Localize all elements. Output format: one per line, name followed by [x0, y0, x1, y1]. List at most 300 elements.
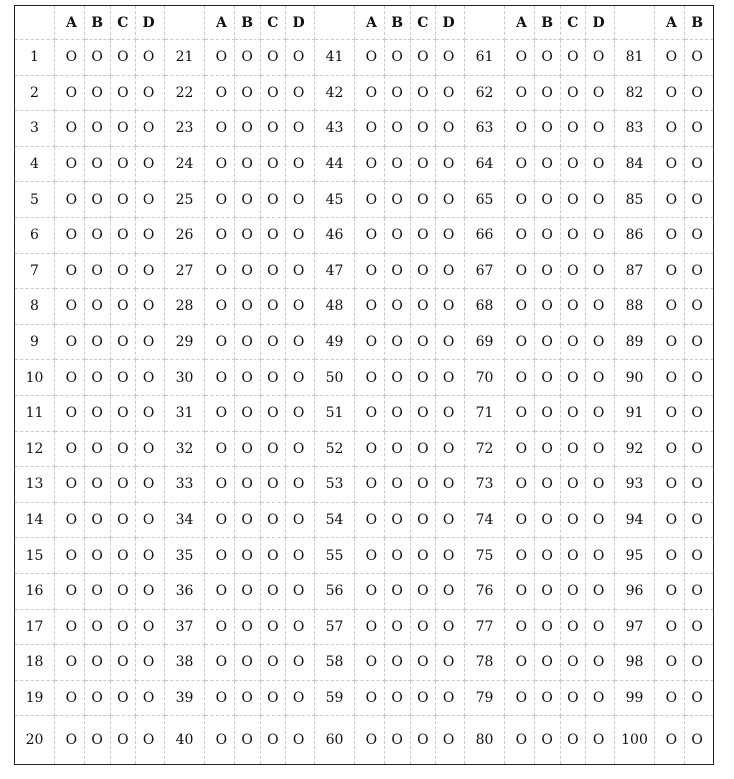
answer-bubble-24-c[interactable]: O [267, 156, 279, 173]
answer-bubble-12-c[interactable]: O [117, 440, 129, 457]
answer-bubble-37-a[interactable]: O [215, 618, 228, 635]
answer-bubble-69-b[interactable]: O [541, 334, 553, 351]
answer-bubble-2-c[interactable]: O [117, 84, 129, 101]
answer-bubble-47-c[interactable]: O [417, 262, 429, 279]
answer-bubble-33-a[interactable]: O [215, 476, 228, 493]
answer-bubble-47-b[interactable]: O [391, 262, 403, 279]
answer-bubble-61-a[interactable]: O [515, 49, 528, 66]
answer-bubble-66-c[interactable]: O [567, 227, 579, 244]
answer-bubble-16-a[interactable]: O [65, 583, 78, 600]
answer-bubble-76-d[interactable]: O [592, 583, 605, 600]
answer-bubble-56-b[interactable]: O [391, 583, 403, 600]
answer-bubble-53-c[interactable]: O [417, 476, 429, 493]
answer-bubble-9-d[interactable]: O [142, 334, 155, 351]
answer-bubble-92-a[interactable]: O [665, 440, 678, 457]
answer-bubble-78-b[interactable]: O [541, 654, 553, 671]
answer-bubble-58-c[interactable]: O [417, 654, 429, 671]
answer-bubble-4-b[interactable]: O [91, 156, 103, 173]
answer-bubble-15-a[interactable]: O [65, 547, 78, 564]
answer-bubble-98-b[interactable]: O [691, 654, 703, 671]
answer-bubble-31-c[interactable]: O [267, 405, 279, 422]
answer-bubble-43-b[interactable]: O [391, 120, 403, 137]
answer-bubble-17-d[interactable]: O [142, 618, 155, 635]
answer-bubble-64-b[interactable]: O [541, 156, 553, 173]
answer-bubble-8-b[interactable]: O [91, 298, 103, 315]
answer-bubble-7-c[interactable]: O [117, 262, 129, 279]
answer-bubble-38-d[interactable]: O [292, 654, 305, 671]
answer-bubble-44-b[interactable]: O [391, 156, 403, 173]
answer-bubble-17-a[interactable]: O [65, 618, 78, 635]
answer-bubble-66-d[interactable]: O [592, 227, 605, 244]
answer-bubble-27-c[interactable]: O [267, 262, 279, 279]
answer-bubble-51-d[interactable]: O [442, 405, 455, 422]
answer-bubble-38-a[interactable]: O [215, 654, 228, 671]
answer-bubble-78-d[interactable]: O [592, 654, 605, 671]
answer-bubble-65-c[interactable]: O [567, 191, 579, 208]
answer-bubble-22-a[interactable]: O [215, 84, 228, 101]
answer-bubble-91-a[interactable]: O [665, 405, 678, 422]
answer-bubble-72-c[interactable]: O [567, 440, 579, 457]
answer-bubble-3-c[interactable]: O [117, 120, 129, 137]
answer-bubble-29-b[interactable]: O [241, 334, 253, 351]
answer-bubble-2-d[interactable]: O [142, 84, 155, 101]
answer-bubble-3-b[interactable]: O [91, 120, 103, 137]
answer-bubble-85-a[interactable]: O [665, 191, 678, 208]
answer-bubble-96-a[interactable]: O [665, 583, 678, 600]
answer-bubble-57-c[interactable]: O [417, 618, 429, 635]
answer-bubble-84-a[interactable]: O [665, 156, 678, 173]
answer-bubble-9-c[interactable]: O [117, 334, 129, 351]
answer-bubble-51-c[interactable]: O [417, 405, 429, 422]
answer-bubble-23-b[interactable]: O [241, 120, 253, 137]
answer-bubble-79-d[interactable]: O [592, 689, 605, 706]
answer-bubble-10-c[interactable]: O [117, 369, 129, 386]
answer-bubble-15-b[interactable]: O [91, 547, 103, 564]
answer-bubble-68-b[interactable]: O [541, 298, 553, 315]
answer-bubble-12-a[interactable]: O [65, 440, 78, 457]
answer-bubble-50-c[interactable]: O [417, 369, 429, 386]
answer-bubble-28-a[interactable]: O [215, 298, 228, 315]
answer-bubble-30-d[interactable]: O [292, 369, 305, 386]
answer-bubble-69-c[interactable]: O [567, 334, 579, 351]
answer-bubble-34-a[interactable]: O [215, 512, 228, 529]
answer-bubble-1-b[interactable]: O [91, 49, 103, 66]
answer-bubble-58-d[interactable]: O [442, 654, 455, 671]
answer-bubble-22-c[interactable]: O [267, 84, 279, 101]
answer-bubble-55-a[interactable]: O [365, 547, 378, 564]
answer-bubble-35-d[interactable]: O [292, 547, 305, 564]
answer-bubble-43-a[interactable]: O [365, 120, 378, 137]
answer-bubble-34-c[interactable]: O [267, 512, 279, 529]
answer-bubble-65-a[interactable]: O [515, 191, 528, 208]
answer-bubble-3-d[interactable]: O [142, 120, 155, 137]
answer-bubble-48-c[interactable]: O [417, 298, 429, 315]
answer-bubble-96-b[interactable]: O [691, 583, 703, 600]
answer-bubble-74-c[interactable]: O [567, 512, 579, 529]
answer-bubble-59-d[interactable]: O [442, 689, 455, 706]
answer-bubble-34-b[interactable]: O [241, 512, 253, 529]
answer-bubble-5-a[interactable]: O [65, 191, 78, 208]
answer-bubble-19-d[interactable]: O [142, 689, 155, 706]
answer-bubble-38-b[interactable]: O [241, 654, 253, 671]
answer-bubble-1-a[interactable]: O [65, 49, 78, 66]
answer-bubble-61-c[interactable]: O [567, 49, 579, 66]
answer-bubble-98-a[interactable]: O [665, 654, 678, 671]
answer-bubble-48-b[interactable]: O [391, 298, 403, 315]
answer-bubble-50-a[interactable]: O [365, 369, 378, 386]
answer-bubble-75-a[interactable]: O [515, 547, 528, 564]
answer-bubble-49-d[interactable]: O [442, 334, 455, 351]
answer-bubble-25-a[interactable]: O [215, 191, 228, 208]
answer-bubble-63-b[interactable]: O [541, 120, 553, 137]
answer-bubble-11-b[interactable]: O [91, 405, 103, 422]
answer-bubble-11-c[interactable]: O [117, 405, 129, 422]
answer-bubble-44-a[interactable]: O [365, 156, 378, 173]
answer-bubble-4-a[interactable]: O [65, 156, 78, 173]
answer-bubble-100-b[interactable]: O [691, 732, 703, 749]
answer-bubble-19-c[interactable]: O [117, 689, 129, 706]
answer-bubble-67-b[interactable]: O [541, 262, 553, 279]
answer-bubble-45-d[interactable]: O [442, 191, 455, 208]
answer-bubble-85-b[interactable]: O [691, 191, 703, 208]
answer-bubble-33-c[interactable]: O [267, 476, 279, 493]
answer-bubble-41-d[interactable]: O [442, 49, 455, 66]
answer-bubble-93-b[interactable]: O [691, 476, 703, 493]
answer-bubble-56-c[interactable]: O [417, 583, 429, 600]
answer-bubble-43-d[interactable]: O [442, 120, 455, 137]
answer-bubble-31-b[interactable]: O [241, 405, 253, 422]
answer-bubble-33-d[interactable]: O [292, 476, 305, 493]
answer-bubble-54-d[interactable]: O [442, 512, 455, 529]
answer-bubble-70-d[interactable]: O [592, 369, 605, 386]
answer-bubble-60-a[interactable]: O [365, 732, 378, 749]
answer-bubble-47-d[interactable]: O [442, 262, 455, 279]
answer-bubble-39-c[interactable]: O [267, 689, 279, 706]
answer-bubble-88-a[interactable]: O [665, 298, 678, 315]
answer-bubble-53-d[interactable]: O [442, 476, 455, 493]
answer-bubble-4-c[interactable]: O [117, 156, 129, 173]
answer-bubble-63-d[interactable]: O [592, 120, 605, 137]
answer-bubble-36-c[interactable]: O [267, 583, 279, 600]
answer-bubble-70-b[interactable]: O [541, 369, 553, 386]
answer-bubble-61-b[interactable]: O [541, 49, 553, 66]
answer-bubble-69-a[interactable]: O [515, 334, 528, 351]
answer-bubble-95-a[interactable]: O [665, 547, 678, 564]
answer-bubble-19-b[interactable]: O [91, 689, 103, 706]
answer-bubble-60-c[interactable]: O [417, 732, 429, 749]
answer-bubble-91-b[interactable]: O [691, 405, 703, 422]
answer-bubble-50-d[interactable]: O [442, 369, 455, 386]
answer-bubble-10-d[interactable]: O [142, 369, 155, 386]
answer-bubble-5-b[interactable]: O [91, 191, 103, 208]
answer-bubble-17-b[interactable]: O [91, 618, 103, 635]
answer-bubble-34-d[interactable]: O [292, 512, 305, 529]
answer-bubble-13-d[interactable]: O [142, 476, 155, 493]
answer-bubble-28-d[interactable]: O [292, 298, 305, 315]
answer-bubble-7-b[interactable]: O [91, 262, 103, 279]
answer-bubble-14-a[interactable]: O [65, 512, 78, 529]
answer-bubble-40-a[interactable]: O [215, 732, 228, 749]
answer-bubble-3-a[interactable]: O [65, 120, 78, 137]
answer-bubble-86-a[interactable]: O [665, 227, 678, 244]
answer-bubble-79-b[interactable]: O [541, 689, 553, 706]
answer-bubble-21-c[interactable]: O [267, 49, 279, 66]
answer-bubble-9-b[interactable]: O [91, 334, 103, 351]
answer-bubble-23-c[interactable]: O [267, 120, 279, 137]
answer-bubble-64-c[interactable]: O [567, 156, 579, 173]
answer-bubble-42-c[interactable]: O [417, 84, 429, 101]
answer-bubble-26-a[interactable]: O [215, 227, 228, 244]
answer-bubble-6-a[interactable]: O [65, 227, 78, 244]
answer-bubble-7-d[interactable]: O [142, 262, 155, 279]
answer-bubble-64-d[interactable]: O [592, 156, 605, 173]
answer-bubble-38-c[interactable]: O [267, 654, 279, 671]
answer-bubble-62-b[interactable]: O [541, 84, 553, 101]
answer-bubble-75-c[interactable]: O [567, 547, 579, 564]
answer-bubble-29-d[interactable]: O [292, 334, 305, 351]
answer-bubble-39-a[interactable]: O [215, 689, 228, 706]
answer-bubble-54-b[interactable]: O [391, 512, 403, 529]
answer-bubble-81-b[interactable]: O [691, 49, 703, 66]
answer-bubble-80-d[interactable]: O [592, 732, 605, 749]
answer-bubble-44-c[interactable]: O [417, 156, 429, 173]
answer-bubble-16-d[interactable]: O [142, 583, 155, 600]
answer-bubble-76-a[interactable]: O [515, 583, 528, 600]
answer-bubble-95-b[interactable]: O [691, 547, 703, 564]
answer-bubble-49-c[interactable]: O [417, 334, 429, 351]
answer-bubble-10-b[interactable]: O [91, 369, 103, 386]
answer-bubble-87-a[interactable]: O [665, 262, 678, 279]
answer-bubble-17-c[interactable]: O [117, 618, 129, 635]
answer-bubble-72-b[interactable]: O [541, 440, 553, 457]
answer-bubble-63-a[interactable]: O [515, 120, 528, 137]
answer-bubble-32-b[interactable]: O [241, 440, 253, 457]
answer-bubble-21-a[interactable]: O [215, 49, 228, 66]
answer-bubble-88-b[interactable]: O [691, 298, 703, 315]
answer-bubble-45-c[interactable]: O [417, 191, 429, 208]
answer-bubble-67-c[interactable]: O [567, 262, 579, 279]
answer-bubble-39-b[interactable]: O [241, 689, 253, 706]
answer-bubble-81-a[interactable]: O [665, 49, 678, 66]
answer-bubble-93-a[interactable]: O [665, 476, 678, 493]
answer-bubble-59-a[interactable]: O [365, 689, 378, 706]
answer-bubble-70-a[interactable]: O [515, 369, 528, 386]
answer-bubble-53-a[interactable]: O [365, 476, 378, 493]
answer-bubble-60-d[interactable]: O [442, 732, 455, 749]
answer-bubble-14-b[interactable]: O [91, 512, 103, 529]
answer-bubble-42-b[interactable]: O [391, 84, 403, 101]
answer-bubble-19-a[interactable]: O [65, 689, 78, 706]
answer-bubble-32-c[interactable]: O [267, 440, 279, 457]
answer-bubble-16-c[interactable]: O [117, 583, 129, 600]
answer-bubble-62-c[interactable]: O [567, 84, 579, 101]
answer-bubble-89-b[interactable]: O [691, 334, 703, 351]
answer-bubble-72-a[interactable]: O [515, 440, 528, 457]
answer-bubble-11-a[interactable]: O [65, 405, 78, 422]
answer-bubble-92-b[interactable]: O [691, 440, 703, 457]
answer-bubble-29-a[interactable]: O [215, 334, 228, 351]
answer-bubble-13-c[interactable]: O [117, 476, 129, 493]
answer-bubble-73-a[interactable]: O [515, 476, 528, 493]
answer-bubble-46-a[interactable]: O [365, 227, 378, 244]
answer-bubble-28-c[interactable]: O [267, 298, 279, 315]
answer-bubble-71-b[interactable]: O [541, 405, 553, 422]
answer-bubble-33-b[interactable]: O [241, 476, 253, 493]
answer-bubble-55-d[interactable]: O [442, 547, 455, 564]
answer-bubble-24-a[interactable]: O [215, 156, 228, 173]
answer-bubble-75-b[interactable]: O [541, 547, 553, 564]
answer-bubble-97-b[interactable]: O [691, 618, 703, 635]
answer-bubble-73-c[interactable]: O [567, 476, 579, 493]
answer-bubble-60-b[interactable]: O [391, 732, 403, 749]
answer-bubble-4-d[interactable]: O [142, 156, 155, 173]
answer-bubble-43-c[interactable]: O [417, 120, 429, 137]
answer-bubble-21-d[interactable]: O [292, 49, 305, 66]
answer-bubble-78-a[interactable]: O [515, 654, 528, 671]
answer-bubble-77-c[interactable]: O [567, 618, 579, 635]
answer-bubble-56-d[interactable]: O [442, 583, 455, 600]
answer-bubble-87-b[interactable]: O [691, 262, 703, 279]
answer-bubble-30-a[interactable]: O [215, 369, 228, 386]
answer-bubble-72-d[interactable]: O [592, 440, 605, 457]
answer-bubble-25-b[interactable]: O [241, 191, 253, 208]
answer-bubble-8-d[interactable]: O [142, 298, 155, 315]
answer-bubble-21-b[interactable]: O [241, 49, 253, 66]
answer-bubble-59-b[interactable]: O [391, 689, 403, 706]
answer-bubble-99-a[interactable]: O [665, 689, 678, 706]
answer-bubble-6-b[interactable]: O [91, 227, 103, 244]
answer-bubble-26-d[interactable]: O [292, 227, 305, 244]
answer-bubble-100-a[interactable]: O [665, 732, 678, 749]
answer-bubble-27-b[interactable]: O [241, 262, 253, 279]
answer-bubble-22-b[interactable]: O [241, 84, 253, 101]
answer-bubble-82-b[interactable]: O [691, 84, 703, 101]
answer-bubble-46-b[interactable]: O [391, 227, 403, 244]
answer-bubble-83-b[interactable]: O [691, 120, 703, 137]
answer-bubble-57-a[interactable]: O [365, 618, 378, 635]
answer-bubble-9-a[interactable]: O [65, 334, 78, 351]
answer-bubble-18-d[interactable]: O [142, 654, 155, 671]
answer-bubble-57-b[interactable]: O [391, 618, 403, 635]
answer-bubble-74-a[interactable]: O [515, 512, 528, 529]
answer-bubble-24-b[interactable]: O [241, 156, 253, 173]
answer-bubble-36-d[interactable]: O [292, 583, 305, 600]
answer-bubble-26-b[interactable]: O [241, 227, 253, 244]
answer-bubble-51-b[interactable]: O [391, 405, 403, 422]
answer-bubble-2-a[interactable]: O [65, 84, 78, 101]
answer-bubble-1-d[interactable]: O [142, 49, 155, 66]
answer-bubble-76-c[interactable]: O [567, 583, 579, 600]
answer-bubble-52-c[interactable]: O [417, 440, 429, 457]
answer-bubble-23-a[interactable]: O [215, 120, 228, 137]
answer-bubble-80-a[interactable]: O [515, 732, 528, 749]
answer-bubble-24-d[interactable]: O [292, 156, 305, 173]
answer-bubble-80-c[interactable]: O [567, 732, 579, 749]
answer-bubble-1-c[interactable]: O [117, 49, 129, 66]
answer-bubble-51-a[interactable]: O [365, 405, 378, 422]
answer-bubble-71-d[interactable]: O [592, 405, 605, 422]
answer-bubble-90-b[interactable]: O [691, 369, 703, 386]
answer-bubble-10-a[interactable]: O [65, 369, 78, 386]
answer-bubble-14-d[interactable]: O [142, 512, 155, 529]
answer-bubble-32-a[interactable]: O [215, 440, 228, 457]
answer-bubble-64-a[interactable]: O [515, 156, 528, 173]
answer-bubble-37-c[interactable]: O [267, 618, 279, 635]
answer-bubble-48-a[interactable]: O [365, 298, 378, 315]
answer-bubble-18-c[interactable]: O [117, 654, 129, 671]
answer-bubble-37-d[interactable]: O [292, 618, 305, 635]
answer-bubble-57-d[interactable]: O [442, 618, 455, 635]
answer-bubble-53-b[interactable]: O [391, 476, 403, 493]
answer-bubble-6-c[interactable]: O [117, 227, 129, 244]
answer-bubble-2-b[interactable]: O [91, 84, 103, 101]
answer-bubble-65-b[interactable]: O [541, 191, 553, 208]
answer-bubble-55-c[interactable]: O [417, 547, 429, 564]
answer-bubble-13-b[interactable]: O [91, 476, 103, 493]
answer-bubble-73-d[interactable]: O [592, 476, 605, 493]
answer-bubble-41-c[interactable]: O [417, 49, 429, 66]
answer-bubble-22-d[interactable]: O [292, 84, 305, 101]
answer-bubble-67-d[interactable]: O [592, 262, 605, 279]
answer-bubble-74-d[interactable]: O [592, 512, 605, 529]
answer-bubble-12-b[interactable]: O [91, 440, 103, 457]
answer-bubble-55-b[interactable]: O [391, 547, 403, 564]
answer-bubble-30-b[interactable]: O [241, 369, 253, 386]
answer-bubble-42-a[interactable]: O [365, 84, 378, 101]
answer-bubble-79-a[interactable]: O [515, 689, 528, 706]
answer-bubble-36-a[interactable]: O [215, 583, 228, 600]
answer-bubble-41-a[interactable]: O [365, 49, 378, 66]
answer-bubble-49-b[interactable]: O [391, 334, 403, 351]
answer-bubble-84-b[interactable]: O [691, 156, 703, 173]
answer-bubble-46-c[interactable]: O [417, 227, 429, 244]
answer-bubble-61-d[interactable]: O [592, 49, 605, 66]
answer-bubble-67-a[interactable]: O [515, 262, 528, 279]
answer-bubble-54-a[interactable]: O [365, 512, 378, 529]
answer-bubble-15-c[interactable]: O [117, 547, 129, 564]
answer-bubble-41-b[interactable]: O [391, 49, 403, 66]
answer-bubble-48-d[interactable]: O [442, 298, 455, 315]
answer-bubble-5-c[interactable]: O [117, 191, 129, 208]
answer-bubble-97-a[interactable]: O [665, 618, 678, 635]
answer-bubble-36-b[interactable]: O [241, 583, 253, 600]
answer-bubble-40-c[interactable]: O [267, 732, 279, 749]
answer-bubble-83-a[interactable]: O [665, 120, 678, 137]
answer-bubble-25-d[interactable]: O [292, 191, 305, 208]
answer-bubble-86-b[interactable]: O [691, 227, 703, 244]
answer-bubble-20-c[interactable]: O [117, 732, 129, 749]
answer-bubble-40-b[interactable]: O [241, 732, 253, 749]
answer-bubble-65-d[interactable]: O [592, 191, 605, 208]
answer-bubble-27-d[interactable]: O [292, 262, 305, 279]
answer-bubble-31-a[interactable]: O [215, 405, 228, 422]
answer-bubble-80-b[interactable]: O [541, 732, 553, 749]
answer-bubble-20-b[interactable]: O [91, 732, 103, 749]
answer-bubble-45-b[interactable]: O [391, 191, 403, 208]
answer-bubble-31-d[interactable]: O [292, 405, 305, 422]
answer-bubble-62-a[interactable]: O [515, 84, 528, 101]
answer-bubble-14-c[interactable]: O [117, 512, 129, 529]
answer-bubble-78-c[interactable]: O [567, 654, 579, 671]
answer-bubble-68-c[interactable]: O [567, 298, 579, 315]
answer-bubble-35-b[interactable]: O [241, 547, 253, 564]
answer-bubble-69-d[interactable]: O [592, 334, 605, 351]
answer-bubble-74-b[interactable]: O [541, 512, 553, 529]
answer-bubble-58-a[interactable]: O [365, 654, 378, 671]
answer-bubble-11-d[interactable]: O [142, 405, 155, 422]
answer-bubble-18-a[interactable]: O [65, 654, 78, 671]
answer-bubble-54-c[interactable]: O [417, 512, 429, 529]
